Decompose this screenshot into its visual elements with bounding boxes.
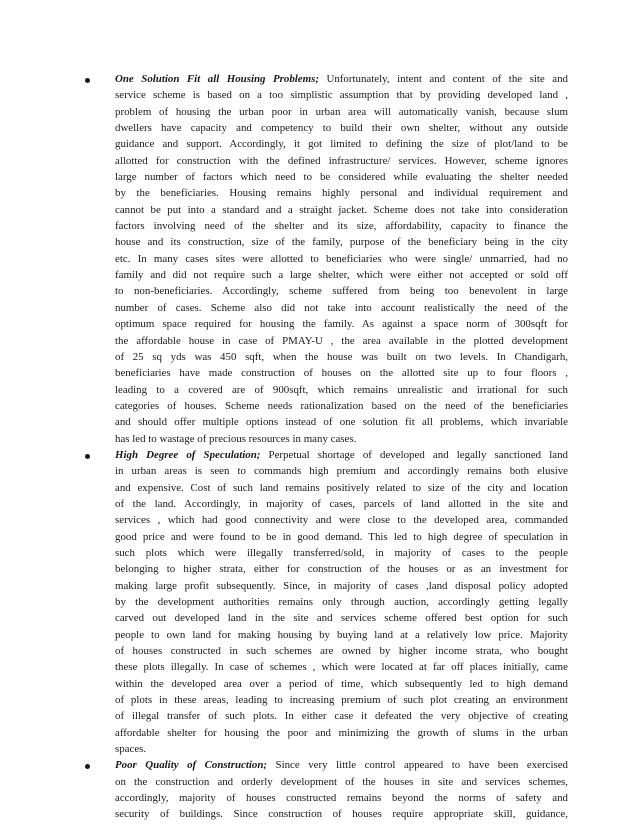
text-line: etc. In many cases sites were allotted to beneficiaries who were single/ unmarried, had no	[115, 252, 568, 265]
bullet-icon	[85, 78, 90, 83]
text-line: of the land. Accordingly, in majority of cases, parcels of land allotted in the site and	[115, 497, 568, 510]
text-line: of plots in these areas, leading to increasing premium of such plot creating an environment	[115, 694, 568, 707]
text-line: affordable shelter for housing the poor and minimizing the growth of slums in the urban	[115, 726, 568, 739]
bullet-list	[82, 71, 568, 823]
text-line	[115, 71, 568, 87]
section-body	[115, 463, 568, 757]
text-line: the affordable house in case of PMAY-U , the area available in the plotted development	[115, 334, 568, 347]
text-line: these plots illegally. In case of schemes , which were located at far off places initially, came	[115, 661, 568, 674]
section-intro: Perpetual shortage of developed and legally sanctioned land	[260, 448, 568, 461]
text-line: carved out developed land in the site and services scheme offered best option for such	[115, 612, 568, 625]
section-heading: High Degree of Speculation;	[115, 448, 261, 461]
text-line: optimum space required for housing the family. As against a space norm of 300sqft for	[115, 318, 568, 331]
text-line: such plots which were illegally transferred/sold, in majority of cases to the people	[115, 546, 568, 559]
text-line: belonging to higher strata, either for construction of the houses or as an investment for	[115, 563, 568, 576]
text-line: number of cases. Scheme also did not take into account realistically the need of the	[115, 301, 568, 314]
text-line: problem of housing the urban poor in urban area will automatically vanish, because slum	[115, 105, 568, 118]
section-body	[115, 87, 568, 447]
section-intro: Unfortunately, intent and content of the site and	[318, 73, 568, 85]
text-line: guidance and support. Accordingly, it got limited to defining the size of plot/land to be	[115, 138, 568, 151]
text-line: within the developed area over a period of time, which subsequently led to high demand	[115, 677, 568, 690]
text-line: spaces.	[115, 743, 147, 756]
text-line: dwellers have capacity and competency to build their own shelter, without any outside	[115, 122, 568, 135]
section-body	[115, 774, 568, 823]
text-line: leading to a covered are of 900sqft, which remains unrealistic and irrational for such	[115, 383, 568, 396]
section-intro: Since very little control appeared to have been exercised	[267, 759, 568, 772]
text-line: cannot be put into a standard and a straight jacket. Scheme does not take into consideration	[115, 203, 568, 216]
text-line: by the development authorities remains only through auction, accordingly getting legally	[115, 596, 568, 608]
bullet-item-speculation	[82, 447, 568, 758]
text-line: making large profit subsequently. Since, in majority of cases ,land disposal policy adopted	[115, 579, 568, 592]
bullet-icon	[85, 454, 90, 459]
section-heading: One Solution Fit all Housing Problems;	[115, 73, 319, 85]
text-line: to non-beneficiaries. Accordingly, scheme suffered from being too benevolent in large	[115, 285, 568, 298]
text-line: in urban areas is seen to commands high premium and accordingly remains both elusive	[115, 465, 568, 478]
bullet-item-one-solution	[82, 71, 568, 447]
text-line: good price and were found to be in good demand. This led to high degree of speculation in	[115, 530, 568, 543]
text-line: has led to wastage of precious resources in many cases.	[115, 432, 357, 445]
text-line: beneficiaries have made construction of houses on the allotted site up to four floors ,	[115, 367, 568, 380]
text-line: on the construction and orderly development of the houses in site and services schemes,	[115, 775, 568, 788]
text-line: large number of factors which need to be considered while evaluating the shelter needed	[115, 171, 568, 184]
text-line: services , which had good connectivity and were close to the developed area, commanded	[115, 514, 568, 527]
bullet-item-construction-quality	[82, 757, 568, 822]
bullet-icon	[85, 764, 90, 769]
text-line: of illegal transfer of such plots. In either case it defeated the very objective of creating	[115, 710, 568, 723]
text-line: people to own land for making housing by buying land at a relatively low price. Majority	[115, 628, 568, 641]
text-line: and expensive. Cost of such land remains positively related to size of the city and location	[115, 481, 568, 494]
text-line: house and its construction, size of the family, purpose of the beneficiary being in the city	[115, 236, 568, 249]
text-line: by the beneficiaries. Housing remains highly personal and individual requirement and	[115, 187, 568, 200]
section-heading: Poor Quality of Construction;	[115, 759, 268, 772]
text-line: of houses constructed in such schemes are owned by higher income strata, who bought	[115, 645, 568, 658]
text-line: family and did not require such a large shelter, which were either not accepted or sold off	[115, 269, 568, 282]
text-line: of 25 sq yds was 450 sqft, when the house was built on two levels. In Chandigarh,	[115, 350, 568, 363]
text-line: service scheme is based on a too simplistic assumption that by providing developed land ,	[115, 89, 568, 102]
text-line: and should offer multiple options instead of one solution fit all problems, which invariable	[115, 416, 568, 429]
text-line: categories of houses. Scheme needs rationalization based on the need of the beneficiaries	[115, 399, 568, 412]
text-line	[115, 757, 568, 773]
text-line: security of buildings. Since construction of houses require appropriate skill, guidance,	[115, 808, 568, 821]
text-line: accordingly, majority of houses constructed remains beyond the norms of safety and	[115, 792, 568, 805]
text-line: factors involving need of the shelter and its size, affordability, capacity to finance the	[115, 220, 568, 233]
text-line	[115, 447, 568, 463]
text-line: allotted for construction with the defined infrastructure/ services. However, scheme ignores	[115, 154, 568, 167]
